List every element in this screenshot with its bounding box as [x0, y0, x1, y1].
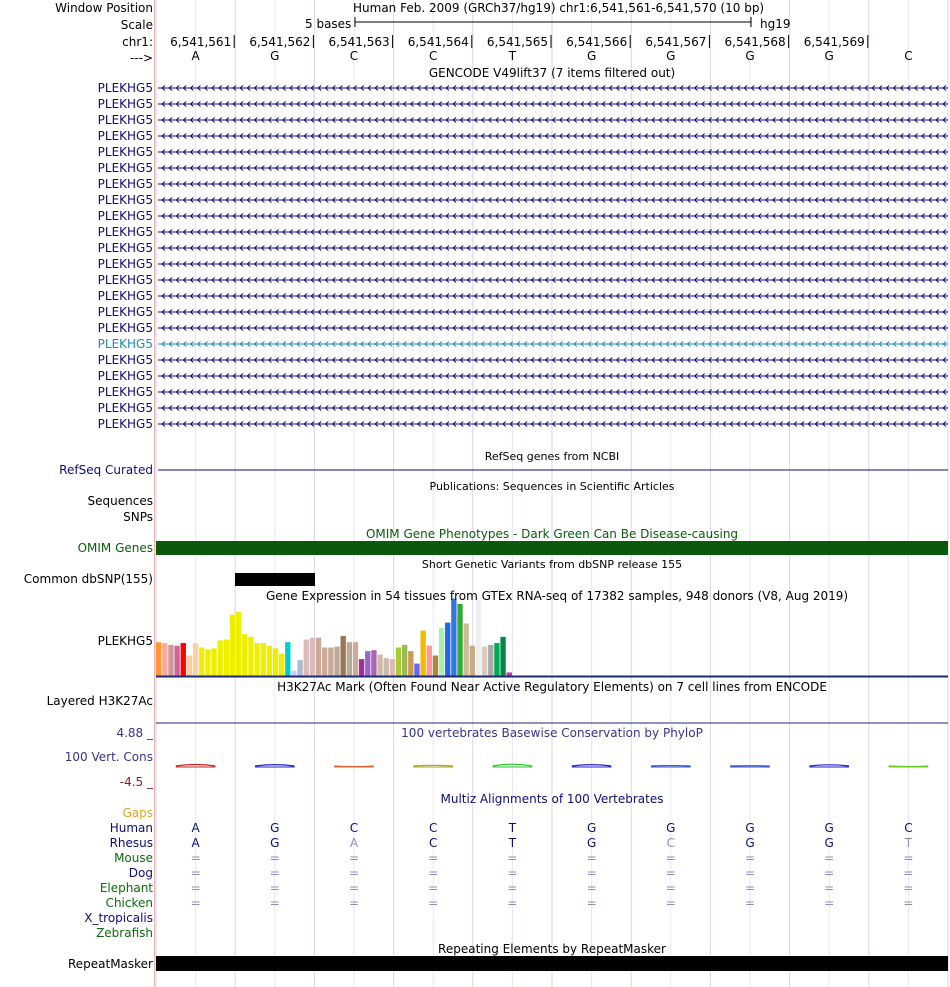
position-label: 6,541,568 [724, 35, 786, 49]
ruler-base: G [586, 49, 597, 63]
gencode-gene-label: PLEKHG5 [97, 321, 153, 335]
gencode-gene-label: PLEKHG5 [97, 305, 153, 319]
gencode-gene-label: PLEKHG5 [97, 193, 153, 207]
multiz-aligned-base: = [507, 896, 518, 910]
multiz-aligned-base: = [824, 896, 835, 910]
gtex-tissue-bar [494, 643, 499, 676]
dbsnp-track-title[interactable]: Short Genetic Variants from dbSNP release 155 [421, 558, 683, 571]
multiz-aligned-base: = [665, 866, 676, 880]
h3k27ac-track-label[interactable]: Layered H3K27Ac [46, 694, 153, 708]
multiz-aligned-base: G [586, 836, 597, 850]
multiz-species-label: X_tropicalis [84, 911, 153, 925]
position-label: 6,541,565 [486, 35, 548, 49]
gencode-gene-label: PLEKHG5 [97, 177, 153, 191]
multiz-aligned-base: G [745, 821, 755, 835]
gencode-gene-label: PLEKHG5 [97, 289, 153, 303]
gtex-tissue-bar [500, 637, 505, 676]
phylop-min-label: -4.5 _ [119, 775, 153, 789]
multiz-aligned-base: = [824, 851, 835, 865]
gtex-tissue-bar [211, 648, 216, 676]
phylop-max-label: 4.88 _ [116, 726, 153, 740]
multiz-aligned-base: = [428, 896, 439, 910]
phylop-score-mark [413, 765, 453, 766]
multiz-aligned-base: T [508, 836, 517, 850]
phylop-track-label[interactable]: 100 Vert. Cons [64, 750, 153, 764]
gtex-tissue-bar [273, 648, 278, 676]
gtex-tissue-bar [328, 648, 333, 676]
gtex-tissue-bar [371, 650, 376, 676]
multiz-aligned-base: = [586, 866, 597, 880]
gencode-gene-label: PLEKHG5 [97, 369, 153, 383]
gtex-tissue-bar [396, 648, 401, 676]
multiz-aligned-base: = [586, 896, 597, 910]
gencode-track-title[interactable]: GENCODE V49lift37 (7 items filtered out) [428, 66, 676, 80]
chrom-label: chr1: [122, 35, 153, 49]
multiz-species-label: Mouse [114, 851, 153, 865]
position-label: 6,541,566 [566, 35, 628, 49]
multiz-aligned-base: = [507, 881, 518, 895]
gtex-tissue-bar [470, 646, 475, 676]
multiz-track-title[interactable]: Multiz Alignments of 100 Vertebrates [440, 792, 664, 806]
gtex-tissue-bar [445, 623, 450, 676]
multiz-aligned-base: = [269, 866, 280, 880]
scale-db-text: hg19 [760, 17, 791, 31]
gencode-gene-label: PLEKHG5 [97, 353, 153, 367]
gencode-gene-label: PLEKHG5 [97, 417, 153, 431]
dbsnp-track-label[interactable]: Common dbSNP(155) [23, 572, 153, 586]
gtex-tissue-bar [507, 672, 512, 676]
gtex-tissue-bar [254, 643, 259, 676]
gencode-gene-label: PLEKHG5 [97, 81, 153, 95]
gtex-tissue-bar [457, 604, 462, 676]
assembly-title: Human Feb. 2009 (GRCh37/hg19) chr1:6,541,561-6,541,570 (10 bp) [353, 1, 765, 15]
gtex-tissue-bar [224, 640, 229, 676]
multiz-aligned-base: = [348, 866, 360, 880]
repeatmasker-track-title[interactable]: Repeating Elements by RepeatMasker [438, 942, 666, 956]
gtex-tissue-bar [187, 656, 192, 676]
multiz-aligned-base: = [348, 851, 360, 865]
omim-bar [156, 541, 948, 555]
multiz-aligned-base: = [744, 881, 756, 895]
gtex-tissue-bar [316, 638, 321, 676]
multiz-aligned-base: = [903, 851, 914, 865]
position-label: 6,541,567 [645, 35, 707, 49]
multiz-aligned-base: G [745, 836, 755, 850]
dbsnp-variant-bar [235, 573, 315, 586]
ruler-base: A [191, 49, 200, 63]
gencode-gene-label: PLEKHG5 [97, 113, 153, 127]
multiz-aligned-base: C [666, 836, 675, 850]
gencode-gene-label: PLEKHG5 [97, 209, 153, 223]
ruler-base: C [349, 49, 359, 63]
sequences-track-label[interactable]: Sequences [87, 494, 153, 508]
multiz-aligned-base: = [428, 866, 439, 880]
gencode-gene-label: PLEKHG5 [97, 129, 153, 143]
multiz-aligned-base: = [586, 851, 597, 865]
gtex-tissue-bar [377, 655, 382, 676]
gtex-tissue-bar [365, 651, 370, 676]
ruler-base: C [904, 49, 913, 63]
gencode-gene-label: PLEKHG5 [97, 241, 153, 255]
multiz-aligned-base: G [586, 821, 597, 835]
gtex-tissue-bar [476, 600, 481, 676]
gtex-tissue-bar [464, 623, 469, 676]
gtex-tissue-bar [408, 651, 413, 676]
gtex-tissue-bar [242, 634, 247, 676]
multiz-aligned-base: = [903, 881, 914, 895]
multiz-species-label: Dog [128, 866, 153, 880]
gencode-gene-label: PLEKHG5 [97, 273, 153, 287]
ruler-base: G [745, 49, 755, 63]
gtex-tissue-bar [433, 656, 438, 676]
multiz-species-label: Zebrafish [96, 926, 153, 940]
multiz-aligned-base: = [269, 896, 280, 910]
gencode-gene-label: PLEKHG5 [97, 97, 153, 111]
multiz-aligned-base: = [507, 851, 518, 865]
position-label: 6,541,561 [170, 35, 232, 49]
gaps-label: Gaps [122, 806, 153, 820]
publications-track-title[interactable]: Publications: Sequences in Scientific Articles [429, 480, 675, 493]
gtex-tissue-bar [353, 642, 358, 676]
scale-label: Scale [120, 18, 153, 32]
multiz-aligned-base: = [269, 851, 280, 865]
gtex-track-label[interactable]: PLEKHG5 [97, 634, 153, 648]
multiz-species-label: Elephant [99, 881, 153, 895]
multiz-aligned-base: C [428, 836, 438, 850]
multiz-aligned-base: C [904, 821, 913, 835]
position-label: 6,541,562 [249, 35, 311, 49]
gtex-tissue-bar [297, 660, 302, 676]
gencode-gene-label: PLEKHG5 [97, 337, 153, 351]
multiz-aligned-base: G [666, 821, 676, 835]
multiz-aligned-base: = [903, 896, 914, 910]
window-position-label: Window Position [55, 1, 153, 15]
repeatmasker-bar [156, 956, 948, 971]
ruler-base: G [666, 49, 676, 63]
position-label: 6,541,569 [803, 35, 865, 49]
gtex-tissue-bar [162, 643, 167, 676]
multiz-aligned-base: A [191, 821, 200, 835]
multiz-aligned-base: A [191, 836, 200, 850]
gtex-tissue-bar [181, 643, 186, 676]
repeatmasker-track-label[interactable]: RepeatMasker [67, 957, 153, 971]
strand-label: ---> [129, 51, 153, 65]
gtex-tissue-bar [359, 659, 364, 676]
gtex-tissue-bar [174, 646, 179, 676]
gencode-gene-label: PLEKHG5 [97, 225, 153, 239]
multiz-aligned-base: = [744, 851, 756, 865]
gtex-tissue-bar [390, 659, 395, 676]
multiz-aligned-base: = [190, 881, 201, 895]
gtex-tissue-bar [199, 648, 204, 676]
multiz-aligned-base: G [824, 821, 834, 835]
gtex-tissue-bar [248, 637, 253, 676]
gtex-tissue-bar [156, 642, 161, 676]
multiz-aligned-base: A [349, 836, 359, 850]
gtex-tissue-bar [420, 631, 425, 676]
multiz-aligned-base: G [270, 821, 280, 835]
multiz-aligned-base: = [824, 866, 835, 880]
multiz-aligned-base: = [903, 866, 914, 880]
gtex-tissue-bar [402, 645, 407, 676]
gtex-tissue-bar [291, 671, 296, 676]
gtex-tissue-bar [488, 645, 493, 676]
gencode-gene-label: PLEKHG5 [97, 161, 153, 175]
multiz-aligned-base: T [904, 836, 913, 850]
gtex-tissue-bar [230, 615, 235, 676]
multiz-aligned-base: = [190, 851, 201, 865]
gencode-gene-label: PLEKHG5 [97, 145, 153, 159]
multiz-aligned-base: C [428, 821, 438, 835]
omim-track-label[interactable]: OMIM Genes [77, 541, 153, 555]
snps-track-label[interactable]: SNPs [123, 510, 153, 524]
multiz-aligned-base: G [270, 836, 280, 850]
ruler-base: G [270, 49, 280, 63]
scale-bases-text: 5 bases [305, 17, 352, 31]
ruler-base: T [508, 49, 517, 63]
gtex-tissue-bar [236, 612, 241, 676]
multiz-aligned-base: = [428, 851, 439, 865]
gtex-tissue-bar [304, 640, 309, 676]
multiz-aligned-base: = [190, 866, 201, 880]
multiz-species-label: Rhesus [109, 836, 153, 850]
gtex-tissue-bar [439, 628, 444, 676]
position-label: 6,541,564 [407, 35, 469, 49]
gtex-tissue-bar [427, 646, 432, 676]
gencode-gene-label: PLEKHG5 [97, 401, 153, 415]
gtex-tissue-bar [193, 643, 198, 676]
multiz-aligned-base: C [349, 821, 359, 835]
gencode-gene-label: PLEKHG5 [97, 257, 153, 271]
multiz-aligned-base: = [348, 881, 360, 895]
ruler-base: C [428, 49, 438, 63]
multiz-aligned-base: = [824, 881, 835, 895]
gtex-tissue-bar [451, 599, 456, 676]
multiz-aligned-base: = [744, 866, 756, 880]
multiz-aligned-base: = [348, 896, 360, 910]
gtex-tissue-bar [334, 647, 339, 676]
gtex-tissue-bar [261, 643, 266, 676]
multiz-aligned-base: = [665, 881, 676, 895]
gtex-tissue-bar [285, 642, 290, 676]
multiz-aligned-base: = [269, 881, 280, 895]
multiz-species-label: Human [109, 821, 153, 835]
gtex-tissue-bar [218, 640, 223, 676]
multiz-aligned-base: = [665, 896, 676, 910]
multiz-aligned-base: = [665, 851, 676, 865]
gtex-tissue-bar [347, 642, 352, 676]
gtex-tissue-bar [168, 645, 173, 676]
multiz-aligned-base: G [824, 836, 834, 850]
position-label: 6,541,563 [328, 35, 390, 49]
multiz-aligned-base: = [428, 881, 439, 895]
gtex-tissue-bar [341, 636, 346, 676]
gtex-tissue-bar [384, 658, 389, 676]
refseq-track-title[interactable]: RefSeq genes from NCBI [484, 450, 620, 463]
ruler-base: G [824, 49, 834, 63]
h3k27ac-track-title[interactable]: H3K27Ac Mark (Often Found Near Active Regulatory Elements) on 7 cell lines from ENCODE [277, 680, 827, 694]
omim-track-title[interactable]: OMIM Gene Phenotypes - Dark Green Can Be Disease-causing [365, 527, 739, 541]
gtex-tissue-bar [482, 647, 487, 676]
multiz-species-label: Chicken [105, 896, 153, 910]
multiz-aligned-base: = [586, 881, 597, 895]
gtex-tissue-bar [267, 646, 272, 676]
gtex-track-title[interactable]: Gene Expression in 54 tissues from GTEx RNA-seq of 17382 samples, 948 donors (V8, Aug 2019) [266, 589, 849, 603]
gtex-tissue-bar [279, 654, 284, 676]
gtex-tissue-bar [205, 649, 210, 676]
gtex-tissue-bar [322, 648, 327, 676]
multiz-aligned-base: = [507, 866, 518, 880]
gtex-tissue-bar [310, 638, 315, 676]
multiz-aligned-base: T [508, 821, 517, 835]
phylop-track-title[interactable]: 100 vertebrates Basewise Conservation by PhyloP [401, 726, 703, 740]
gtex-tissue-bar [414, 664, 419, 676]
gencode-gene-label: PLEKHG5 [97, 385, 153, 399]
multiz-aligned-base: = [190, 896, 201, 910]
multiz-aligned-base: = [744, 896, 756, 910]
refseq-track-label[interactable]: RefSeq Curated [59, 463, 153, 477]
